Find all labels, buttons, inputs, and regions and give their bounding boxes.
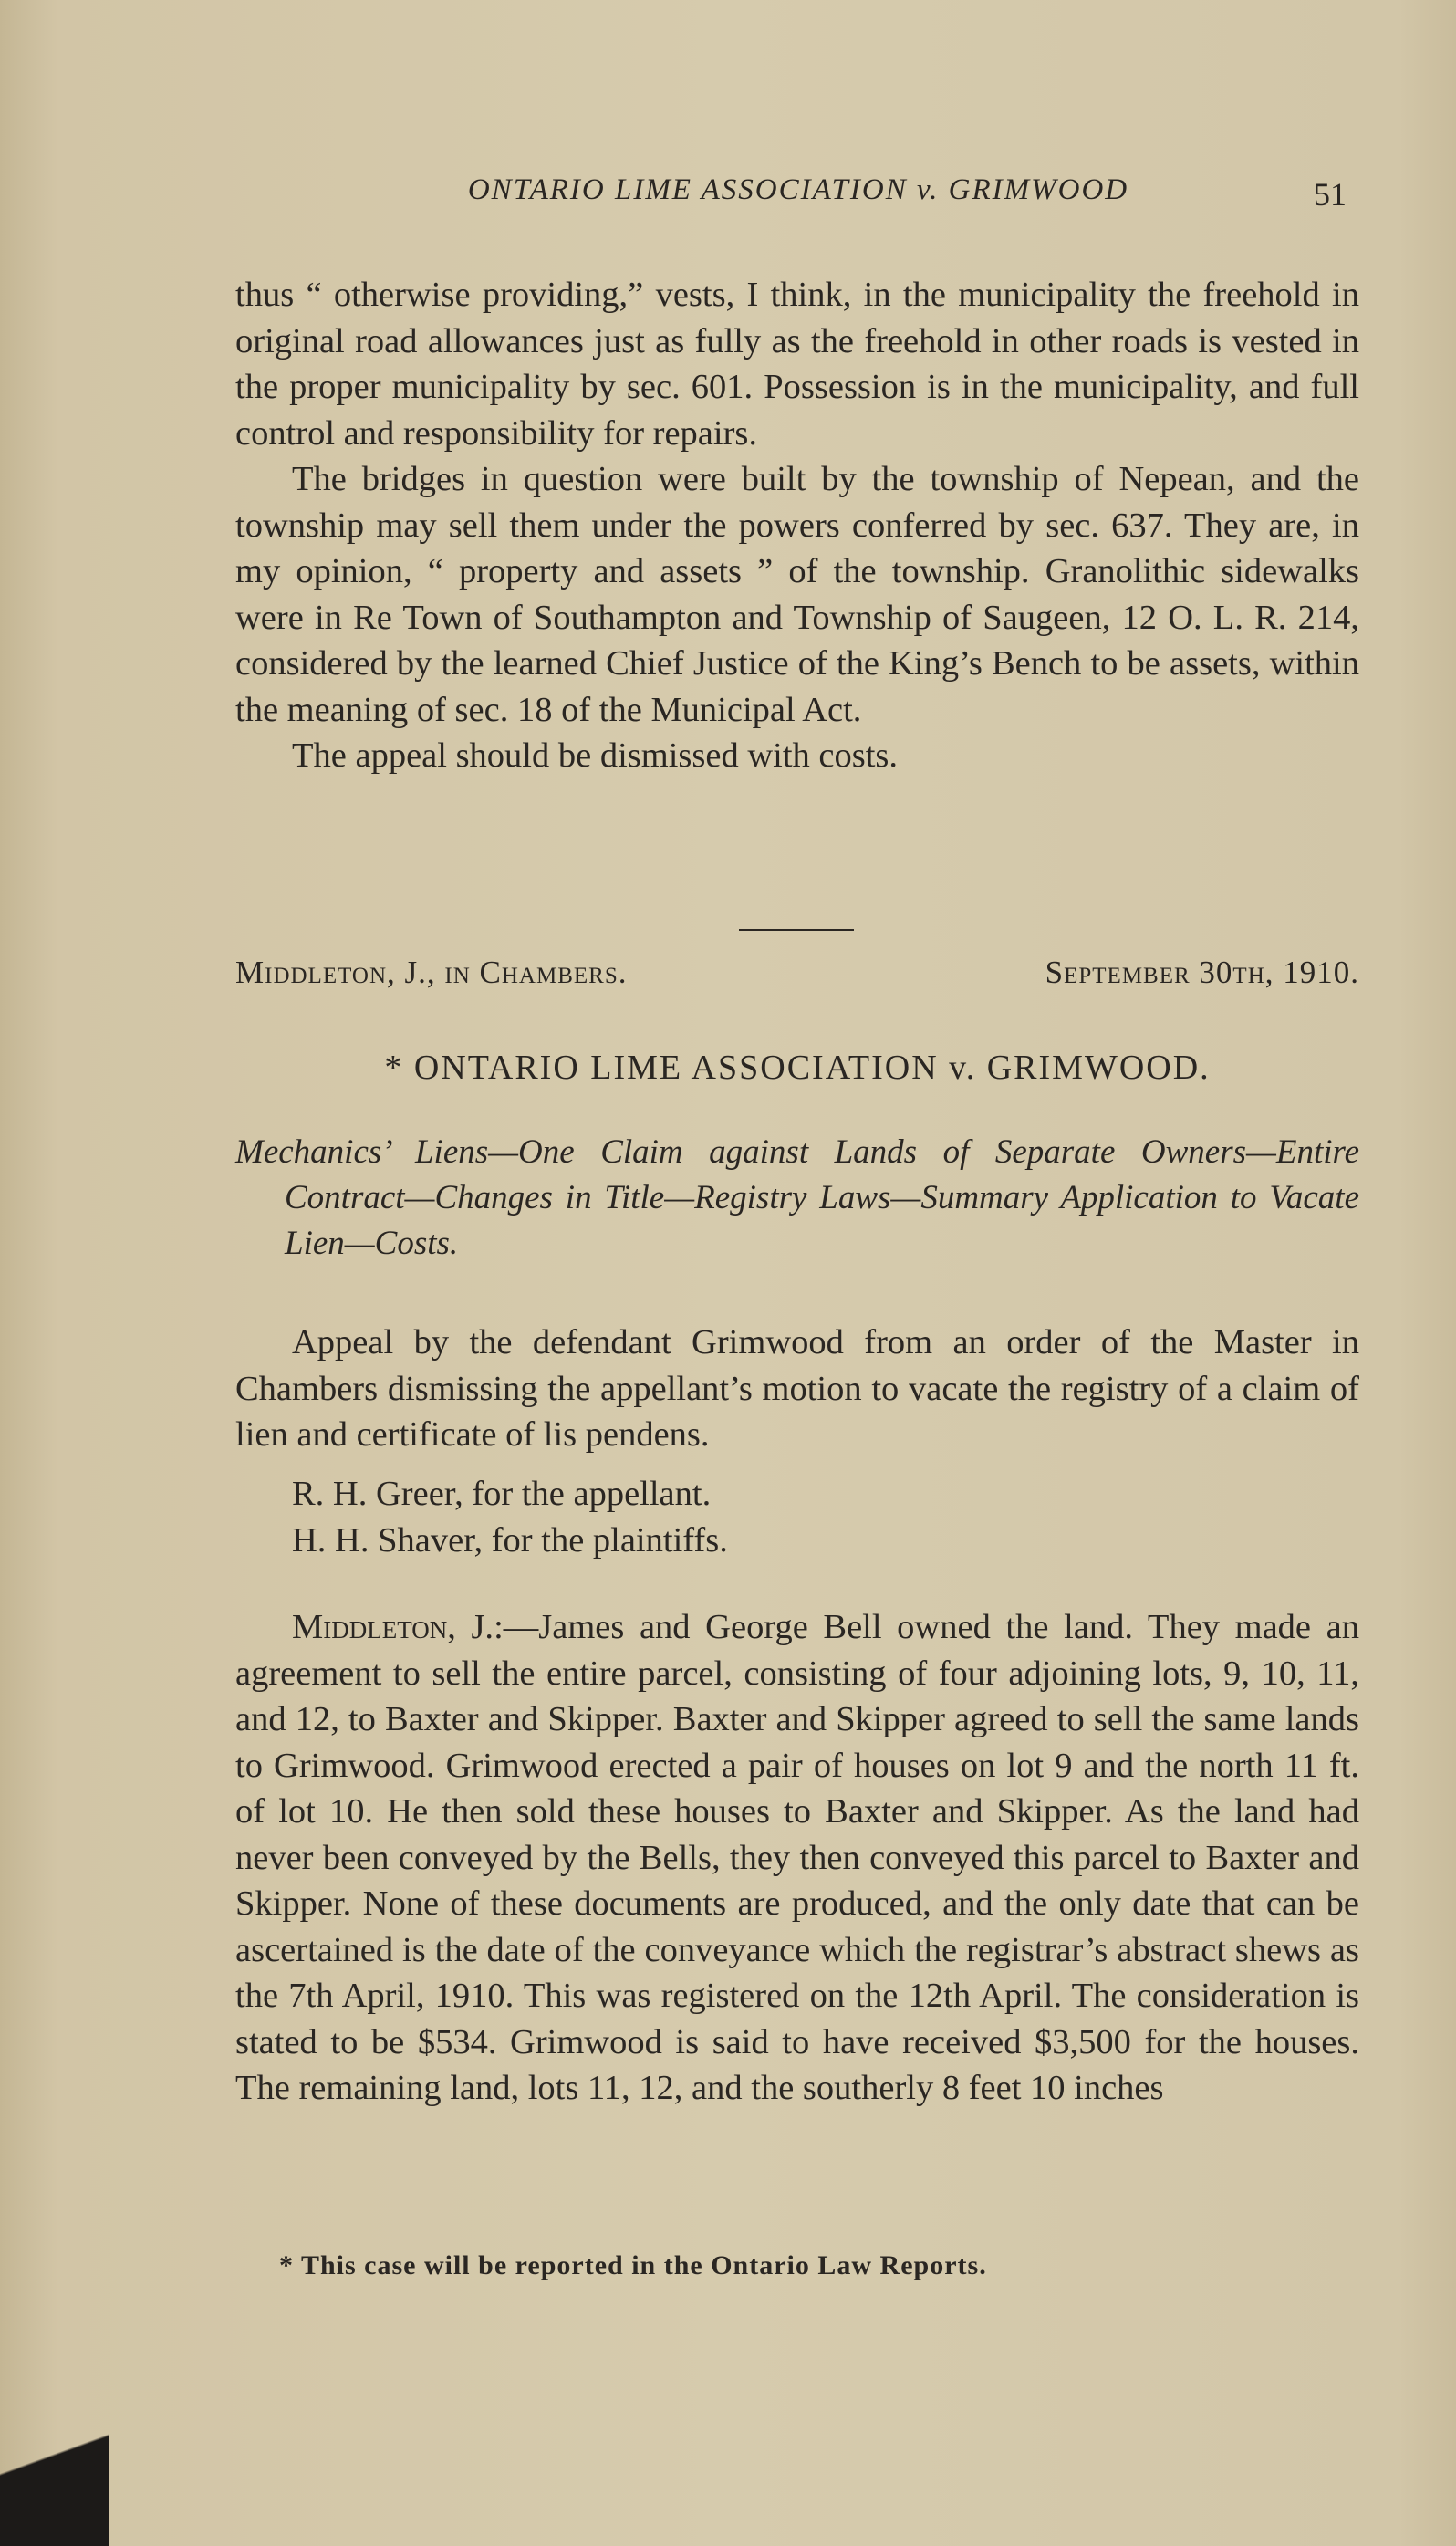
counsel-plaintiffs: H. H. Shaver, for the plaintiffs. — [292, 1520, 728, 1560]
appeal-statement — [235, 1320, 1359, 1458]
paragraph: The appeal should be dismissed with costs. — [292, 736, 899, 775]
judge-name: Middleton, J. — [292, 1608, 494, 1646]
judgment-text — [235, 1604, 1359, 2112]
section-divider — [739, 929, 854, 931]
court-judge: Middleton, J., in Chambers. — [235, 955, 628, 990]
decision-date: September 30th, 1910. — [1045, 955, 1359, 990]
paragraph — [235, 1604, 1359, 2112]
court-line — [235, 955, 1359, 991]
page-edge-shadow — [0, 2336, 109, 2546]
case-title: * ONTARIO LIME ASSOCIATION v. GRIMWOOD. — [384, 1049, 1211, 1087]
page-number: 51 — [1314, 176, 1347, 213]
paragraph: The bridges in question were built by the township of Nepean, and the township may sell them under the powers conferred by sec. 637. They are, in my opinion, “ property and assets ” of the township. Granolithic sidewalks were in Re Town of Southampton and Township of Saugeen, 12 O. L. R. 214, considered by the learned Chief Justice of the King’s Bench to be assets, within the meaning of sec. 18 of the Municipal Act. — [235, 460, 1359, 729]
judgment-body: :—James and George Bell owned the land. They made an agreement to sell the entire parcel, consisting of four adjoining lots, 9, 10, 11, and 12, to Baxter and Skipper. Baxter and Skipper agreed to sell the same lands to Grimwood. Grimwood erected a pair of houses on lot 9 and the north 11 ft. of lot 10. He then sold these houses to Baxter and Skipper. As the land had never been conveyed by the Bells, they then conveyed this parcel to Baxter and Skipper. None of these documents are produced, and the only date that can be ascertained is the date of the conveyance which the registrar’s abstract shews as the 7th April, 1910. This was registered on the 12th April. The consideration is stated to be $534. Grimwood is said to have received $3,500 for the houses. The remaining land, lots 11, 12, and the southerly 8 feet 10 inches — [235, 1608, 1359, 2107]
paragraph: Appeal by the defendant Grimwood from an order of the Master in Chambers dismissing the appellant’s motion to vacate the registry of a claim of lien and certificate of lis pendens. — [235, 1323, 1359, 1454]
running-head: ONTARIO LIME ASSOCIATION v. GRIMWOOD — [467, 173, 1129, 206]
footnote: * This case will be reported in the Ontario Law Reports. — [279, 2250, 987, 2280]
counsel-appellant: R. H. Greer, for the appellant. — [292, 1475, 712, 1513]
paragraph: thus “ otherwise providing,” vests, I think, in the municipality the freehold in original road allowances just as fully as the freehold in other roads is vested in the proper municipality by sec. 601. Possession is in the municipality, and full control and responsibility for repairs. — [235, 276, 1359, 453]
continuation-text — [235, 272, 1359, 779]
headnote: Mechanics’ Liens—One Claim against Lands of Separate Owners—Entire Contract—Changes in Title—Registry Laws—Summary Application to Vacate Lien—Costs. — [235, 1133, 1359, 1262]
counsel-list — [235, 1471, 1359, 1563]
